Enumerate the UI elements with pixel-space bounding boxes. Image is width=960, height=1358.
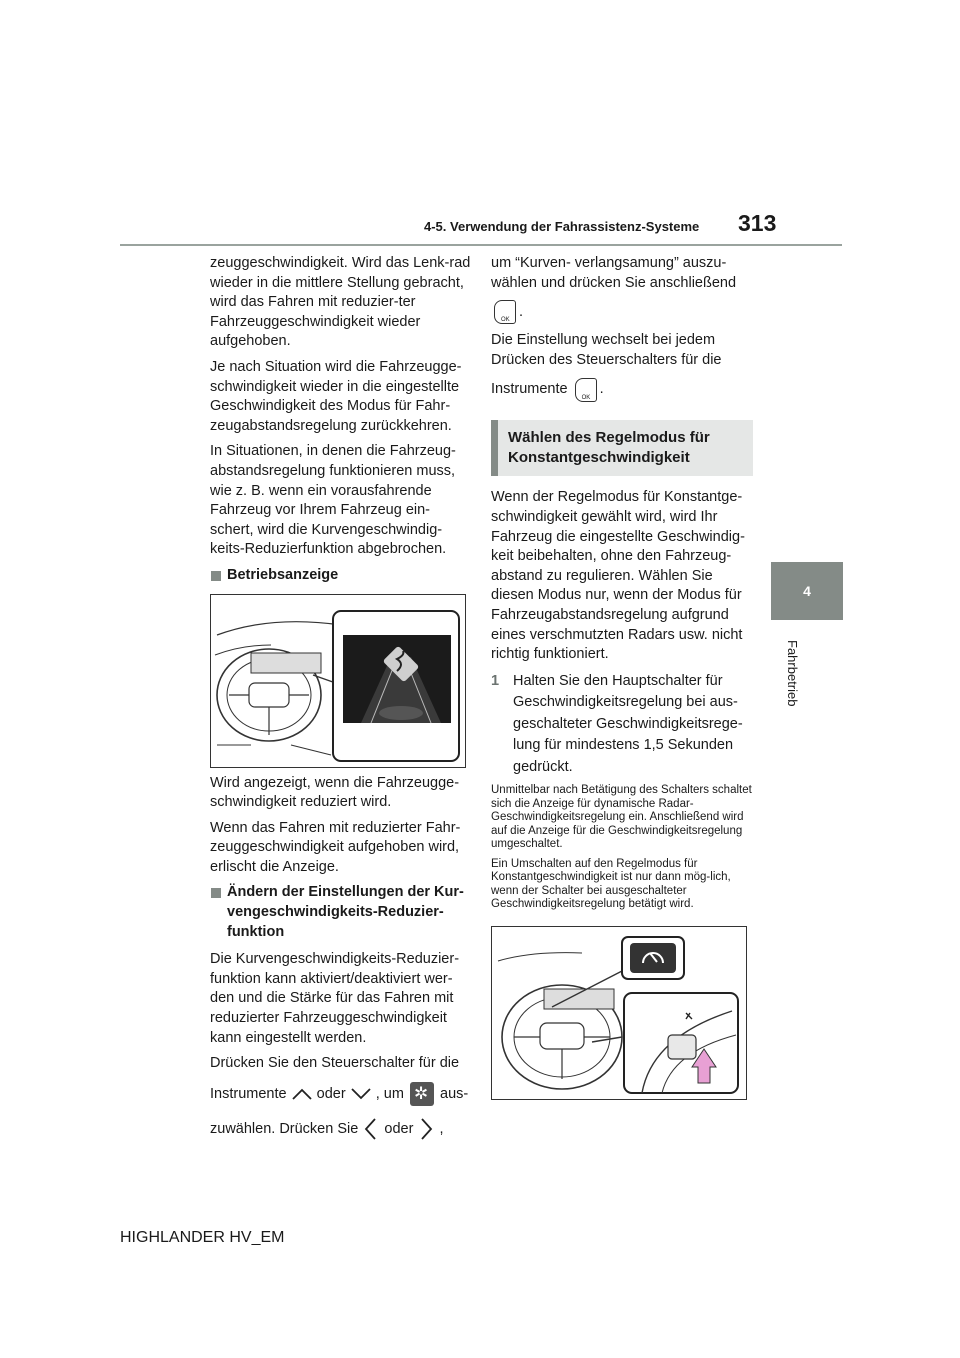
note-paragraph: Unmittelbar nach Betätigung des Schalters schaltet sich die Anzeige für dynamische Radar-Geschwindigkeitsregelung ein. Anschließend wird auf die Anzeige für die Geschwindigkeitsregelung umgeschaltet. [491,784,752,851]
paragraph: Wenn der Regelmodus für Konstantge-schwindigkeit gewählt wird, wird Ihr Fahrzeug die eingestellte Geschwindig-keit beibehalten, ohne den Fahrzeug-abstand zu regulieren. Wählen Sie diesen Modus nur, wenn der Modus für Fahrzeugabstandsregelung aufgrund eines verschmutzten Radars usw. nicht richtig funktioniert. [491,489,745,663]
section-heading: Wählen des Regelmodus für Konstantgeschwindigkeit [491,420,753,476]
paragraph-with-icons: Instrumente oder , um ✲ aus- [210,1080,472,1108]
header-rule [120,244,842,246]
paragraph: Je nach Situation wird die Fahrzeugge-schwindigkeit wieder in die eingestellte Geschwindigkeit des Modus für Fahr-zeugabstandsregelung zurückkehren. [210,358,462,434]
step-text: Halten Sie den Hauptschalter für Geschwindigkeitsregelung bei aus-geschalteter Geschwindigkeitsrege-lung für mindestens 1,5 Sekunden gedrückt. [513,672,743,775]
page-number: 313 [738,210,777,236]
chevron-right-icon [417,1116,435,1142]
step-number: 1 [491,672,500,689]
chevron-down-icon [350,1087,372,1101]
note-paragraph: Ein Umschalten auf den Regelmodus für Konstantgeschwindigkeit ist nur dann mög-lich, wenn der Schalter bei ausgeschalteter Geschwindigkeitsregelung betätigt wird. [491,857,731,911]
subheading-kurvengeschwindigkeit: Ändern der Einstellungen der Kur-vengeschwindigkeits-Reduzier-funktion [210,883,472,942]
dashboard-indicator-illustration [211,595,465,767]
ok-button-icon: OK [575,378,597,402]
chevron-left-icon [362,1116,380,1142]
paragraph: Die Kurvengeschwindigkeits-Reduzier-funktion kann aktiviert/deaktiviert wer-den und die Stärke für das Fahren mit reduzierter Fahrzeuggeschwindigkeit kann eingestellt werden. [210,951,460,1046]
chapter-label: Fahrbetrieb [785,640,800,707]
paragraph-with-icon: Instrumente OK . [491,376,753,402]
paragraph: Drücken Sie den Steuerschalter für die [210,1055,460,1072]
chapter-tab[interactable]: 4 [771,562,843,620]
right-column [491,254,753,1106]
chapter-label-vertical [780,640,810,750]
gear-icon [410,1082,434,1106]
step-item [491,671,753,779]
footer-model: HIGHLANDER HV_EM [120,1229,285,1246]
page-header-title: 4-5. Verwendung der Fahrassistenz-Systeme [424,219,700,234]
paragraph: Die Einstellung wechselt bei jedem Drücken des Steuerschalters für die [491,332,722,368]
chevron-up-icon [291,1087,313,1101]
paragraph: zeuggeschwindigkeit. Wird das Lenk-rad wieder in die mittlere Stellung gebracht, wird das Fahren mit reduzier-ter Fahrzeuggeschwindigkeit wieder aufgehoben. [210,255,471,350]
paragraph: Wird angezeigt, wenn die Fahrzeugge-schwindigkeit reduziert wird. [210,774,460,811]
paragraph-with-icon: OK . [491,299,753,325]
subheading-betriebsanzeige: Betriebsanzeige [210,566,472,586]
ok-button-icon: OK [494,300,516,324]
dashboard-illustration-figure [210,594,466,768]
paragraph: In Situationen, in denen die Fahrzeug-abstandsregelung funktionieren muss, wie z. B. wenn ein vorausfahrende Fahrzeug vor Ihrem Fahrzeug ein-schert, wird die Kurvengeschwindig-keits-Reduzierfunktion abgebrochen. [210,443,456,558]
paragraph: um “Kurven- verlangsamung” auszu-wählen und drücken Sie anschließend [491,255,737,291]
steering-switch-illustration [492,927,746,1099]
paragraph-with-icons: zuwählen. Drücken Sie oder , [210,1114,472,1144]
left-column [210,254,472,1150]
steering-switch-figure [491,926,747,1100]
paragraph: Wenn das Fahren mit reduzierter Fahr-zeuggeschwindigkeit aufgehoben wird, erlischt die Anzeige. [210,819,461,875]
